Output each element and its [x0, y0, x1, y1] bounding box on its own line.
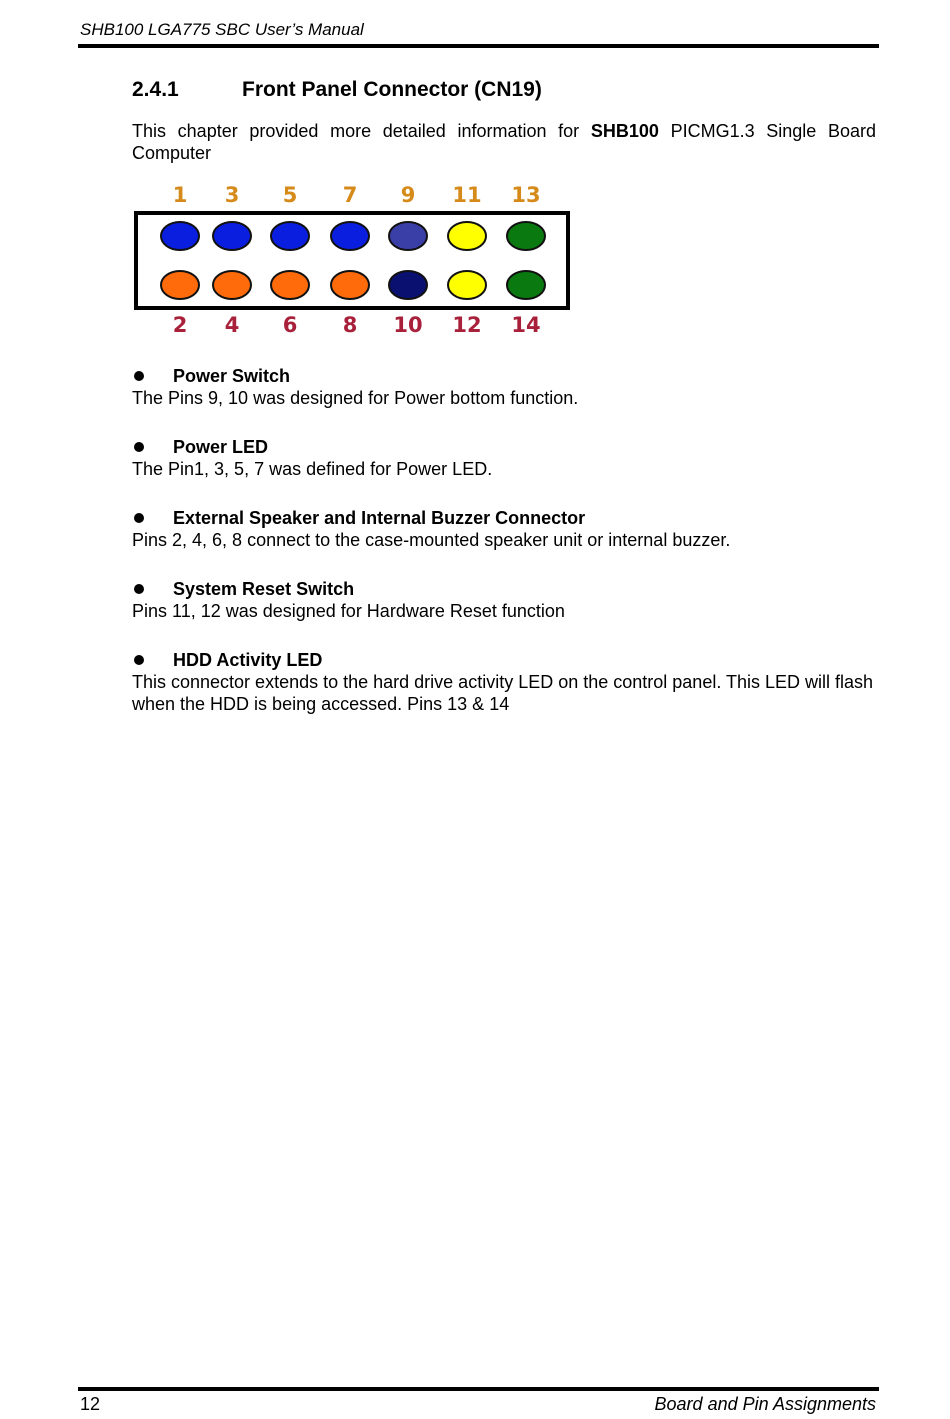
footer-rule: [78, 1387, 879, 1391]
pin-5: [271, 222, 309, 250]
pin-8: [331, 271, 369, 299]
pin-label-9: 9: [400, 183, 416, 207]
item-description: Pins 11, 12 was designed for Hardware Reset function: [132, 601, 565, 621]
bullet-icon: [134, 655, 144, 665]
item-description: The Pins 9, 10 was designed for Power bottom function.: [132, 388, 579, 408]
pin-label-7: 7: [342, 183, 358, 207]
pin-4: [213, 271, 251, 299]
pin-7: [331, 222, 369, 250]
item-description: This connector extends to the hard drive activity LED on the control panel. This LED will flash when the HDD is being accessed. Pins 13 & 14: [132, 672, 874, 714]
intro-text: This chapter provided more detailed information for: [132, 121, 591, 141]
pin-label-12: 12: [452, 313, 482, 337]
pin-function-list: [132, 365, 876, 715]
intro-paragraph: [132, 120, 876, 164]
pin-label-8: 8: [342, 313, 358, 337]
pin-1: [161, 222, 199, 250]
pin-label-5: 5: [282, 183, 298, 207]
pin-label-14: 14: [511, 313, 541, 337]
pin-label-3: 3: [224, 183, 240, 207]
pin-14: [507, 271, 545, 299]
pin-13: [507, 222, 545, 250]
page-number: 12: [80, 1394, 101, 1414]
item-title: System Reset Switch: [173, 578, 355, 599]
pin-label-13: 13: [511, 183, 541, 207]
intro-text-end: PICMG1.3 Single Board Computer: [132, 121, 876, 163]
header-rule: [78, 44, 879, 48]
item-title: Power Switch: [173, 365, 291, 386]
pin-label-2: 2: [172, 313, 188, 337]
section-title: Front Panel Connector (CN19): [242, 78, 542, 101]
pin-3: [213, 222, 251, 250]
bullet-icon: [134, 584, 144, 594]
pin-label-1: 1: [172, 183, 188, 207]
running-header: SHB100 LGA775 SBC User’s Manual: [80, 20, 364, 39]
pin-12: [448, 271, 486, 299]
list-item: [132, 649, 876, 715]
section-number: 2.4.1: [132, 78, 179, 101]
pin-label-10: 10: [393, 313, 423, 337]
page-content: [132, 78, 876, 715]
footer-chapter: Board and Pin Assignments: [654, 1394, 876, 1414]
pin-2: [161, 271, 199, 299]
item-title: Power LED: [173, 436, 269, 457]
item-description: The Pin1, 3, 5, 7 was defined for Power LED.: [132, 459, 493, 479]
pin-10: [389, 271, 427, 299]
item-title: External Speaker and Internal Buzzer Connector: [173, 507, 586, 528]
connector-pin-diagram: [132, 180, 574, 338]
item-title: HDD Activity LED: [173, 649, 323, 670]
pin-label-6: 6: [282, 313, 298, 337]
bullet-icon: [134, 442, 144, 452]
pin-label-4: 4: [224, 313, 240, 337]
item-description: Pins 2, 4, 6, 8 connect to the case-mounted speaker unit or internal buzzer.: [132, 530, 731, 550]
bullet-icon: [134, 513, 144, 523]
list-item: [132, 436, 876, 480]
pin-6: [271, 271, 309, 299]
list-item: [132, 365, 876, 409]
pin-label-11: 11: [452, 183, 482, 207]
list-item: [132, 507, 876, 551]
intro-product-name: SHB100: [590, 121, 659, 141]
bullet-icon: [134, 371, 144, 381]
pin-9: [389, 222, 427, 250]
list-item: [132, 578, 876, 622]
pin-11: [448, 222, 486, 250]
section-heading: [132, 78, 876, 102]
